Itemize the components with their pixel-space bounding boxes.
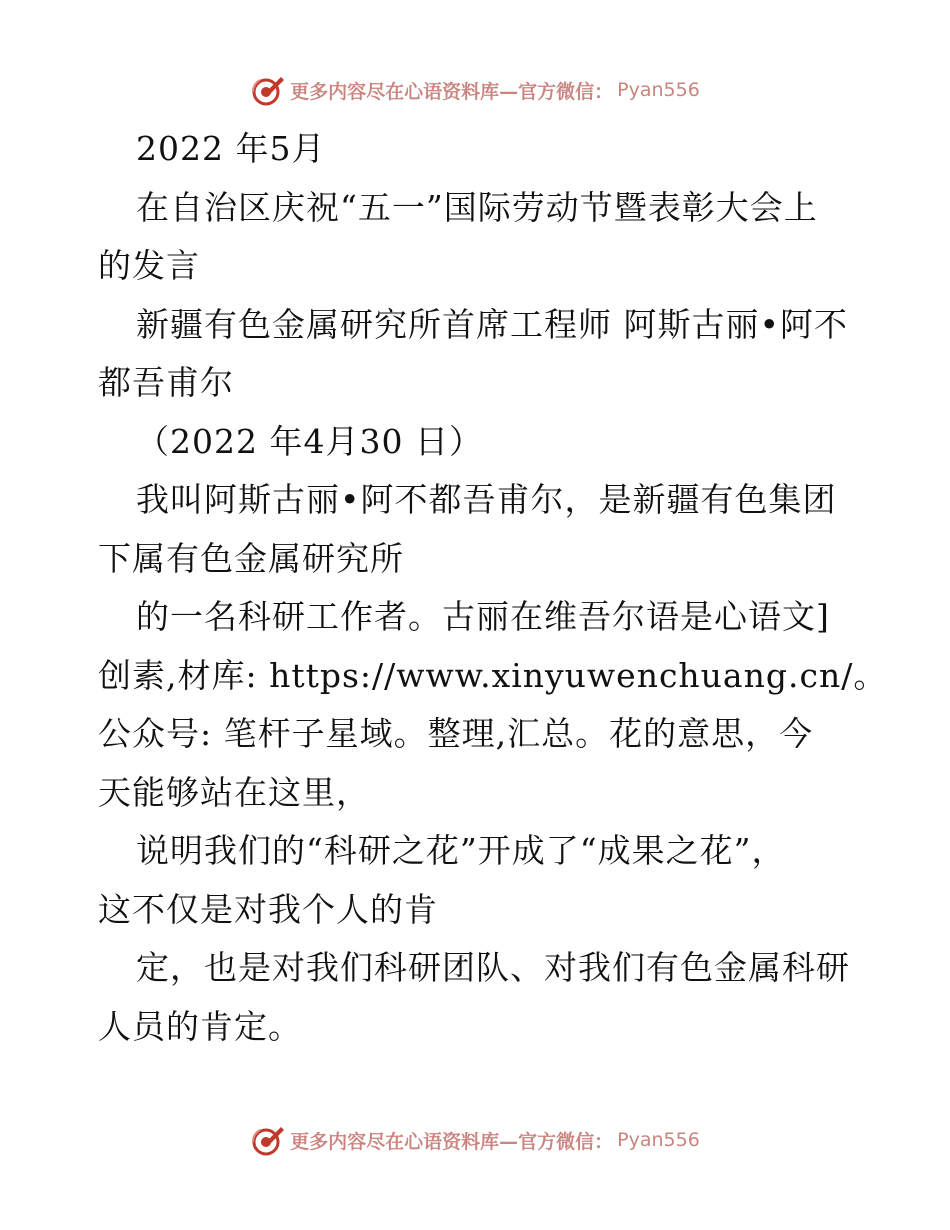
title-line-1: 在自治区庆祝“五一”国际劳动节暨表彰大会上 [136,187,818,227]
speaker-line-1: 新疆有色金属研究所首席工程师 阿斯古丽•阿不 [136,304,848,344]
paragraph-line: 下属有色金属研究所 [98,538,404,578]
paragraph-line: 天能够站在这里， [98,772,370,812]
pen-circle-logo-icon [250,72,286,108]
paragraph-line: 创素,材库: https://www.xinyuwenchuang.cn/。 [98,655,888,695]
footer-banner [0,1120,950,1160]
footer-banner-text: 更多内容尽在心语资料库—官方微信： [290,1130,614,1153]
title-line-2: 的发言 [98,246,200,285]
paragraph-line: 人员的肯定。 [98,1006,302,1046]
pen-circle-logo-icon [250,1122,286,1158]
paragraph-line: 定，也是对我们科研团队、对我们有色金属科研 [136,948,850,987]
paragraph-line: 这不仅是对我个人的肯 [98,889,438,929]
document-body [98,120,888,1056]
footer-banner-wechat-id: Pyan556 [617,1129,700,1151]
date-line: 2022 年5月 [136,129,326,168]
speaker-line-2: 都吾甫尔 [98,363,234,402]
paragraph-line: 我叫阿斯古丽•阿不都吾甫尔，是新疆有色集团 [136,480,837,519]
header-banner-text: 更多内容尽在心语资料库—官方微信： [290,80,614,103]
speech-date-line: （2022 年4月30 日） [136,421,483,461]
header-banner [0,70,950,110]
paragraph-line: 说明我们的“科研之花”开成了“成果之花”， [136,831,786,870]
header-banner-wechat-id: Pyan556 [617,79,700,101]
paragraph-line: 公众号: 笔杆子星域。整理,汇总。花的意思，今 [98,714,814,753]
paragraph-line: 的一名科研工作者。古丽在维吾尔语是心语文] [136,597,830,636]
